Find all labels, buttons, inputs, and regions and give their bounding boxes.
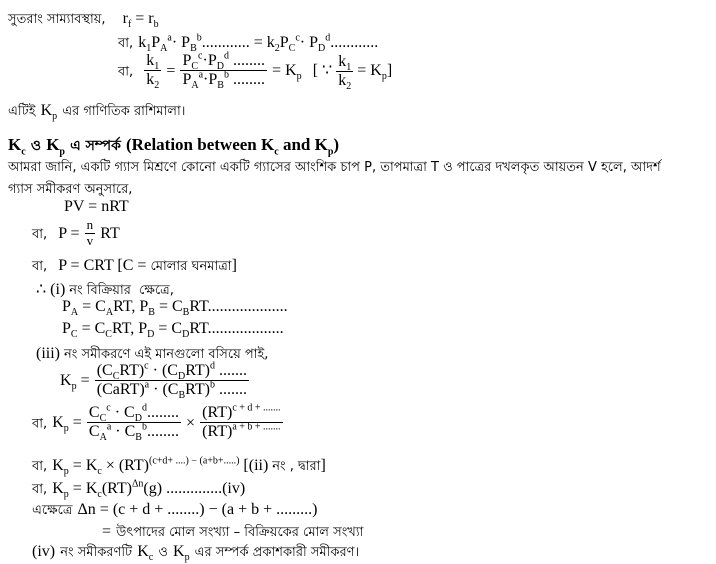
- therefore-line: ∴ (i) নং বিক্রিয়ার ক্ষেত্রে,: [36, 281, 174, 298]
- delta-n-definition: এক্ষেত্রে Δn = (c + d + ........) − (a + b + .........): [32, 501, 318, 518]
- rate-constant-expression: $k_1P_A^a\cdot P_B^b$............ = $k_2P_C^c\cdot P_D^d$............: [138, 32, 379, 55]
- ba-prefix: বা,: [118, 64, 134, 80]
- section-heading: $K_c$ ও $K_p$ এ সম্পর্ক (Relation between $K_c$ and $K_p$): [8, 135, 340, 158]
- kp-equals: = $K_p$: [272, 62, 302, 83]
- kp-kc-relation: বা, $K_p = K_c(RT)^{\Delta n}(g)$ ..............(iv): [32, 478, 246, 501]
- equilibrium-condition-line: [8, 8, 159, 31]
- because-clause: [ ∵ $\frac{k_1}{k_2}$ = $K_p$]: [312, 52, 393, 93]
- intro-line-2: গ্যাস সমীকরণ অনুসারে,: [8, 182, 133, 197]
- crt-equation: বা, P = CRT [C = মোলার ঘনমাত্রা]: [32, 257, 237, 274]
- intro-line-1: আমরা জানি, একটি গ্যাস মিশ্রণে কোনো একটি গ্যাসের আংশিক চাপ P, তাপমাত্রা T ও পাত্রের দখলকৃত আয়তন V হলে, আদর্শ: [8, 160, 661, 175]
- kp-kc-expanded: বা, $K_p = K_c \times (RT)^{(c+d+ ....) - (a+b+.....)}$ [(ii) নং , দ্বারা]: [32, 455, 326, 478]
- kp-concentration-fraction: $K_p$ = $\frac{(C_CRT)^c \cdot (C_DRT)^d .......}{(CaRT)^a \cdot (C_BRT)^b .......}$: [60, 360, 247, 402]
- ba-prefix: বা,: [118, 36, 134, 51]
- n-over-v-fraction: $\frac{n}{v}$: [86, 217, 94, 248]
- k-ratio-fraction: $\frac{k_1}{k_2}$: [146, 52, 160, 92]
- pressure-equation: বা, P = $\frac{n}{v}$ RT: [32, 217, 120, 248]
- equilibrium-intro-text: সুতরাং সাম্যাবস্থায়,: [8, 12, 106, 27]
- pc-pd-expressions: $P_C = C_CRT$, $P_D = C_DRT$...................: [62, 320, 284, 341]
- ideal-gas-equation: PV = nRT: [64, 198, 129, 215]
- kp-expression-statement: এটিই $K_p$ এর গাণিতিক রাশিমালা।: [8, 102, 186, 123]
- pressure-ratio-fraction: $\frac{P_C^c\cdot P_D^d ........}{P_A^a\cdot P_B^b ........}$: [182, 50, 265, 92]
- substitution-line: (iii) নং সমীকরণে এই মানগুলো বসিয়ে পাই,: [36, 345, 269, 362]
- rate-equality: $r_f = r_b$: [122, 10, 159, 31]
- delta-n-meaning: = উৎপাদের মোল সংখ্যা – বিক্রিয়কের মোল সংখ্যা: [102, 523, 364, 540]
- conclusion-line: (iv) নং সমীকরণটি $K_c$ ও $K_p$ এর সম্পর্ক প্রকাশকারী সমীকরণ।: [32, 543, 360, 564]
- kp-definition-equation: বা, $\frac{k_1}{k_2}$ = $\frac{P_C^c\cdot P_D^d ........}{P_A^a\cdot P_B^b ........}$ = $K_p$ [ ∵ $\frac{k_1}{k_2}$ = $K_p$]: [118, 50, 393, 93]
- pa-pb-expressions: $P_A = C_ART$, $P_B = C_BRT$....................: [62, 298, 288, 319]
- kp-split-fraction: বা, $K_p$ = $\frac{C_C^c \cdot C_D^d........}{C_A^a \cdot C_B^b........}$ × $\frac{(RT)^{c + d + .......}}{(RT)^{a + b + .......}}$: [32, 402, 281, 444]
